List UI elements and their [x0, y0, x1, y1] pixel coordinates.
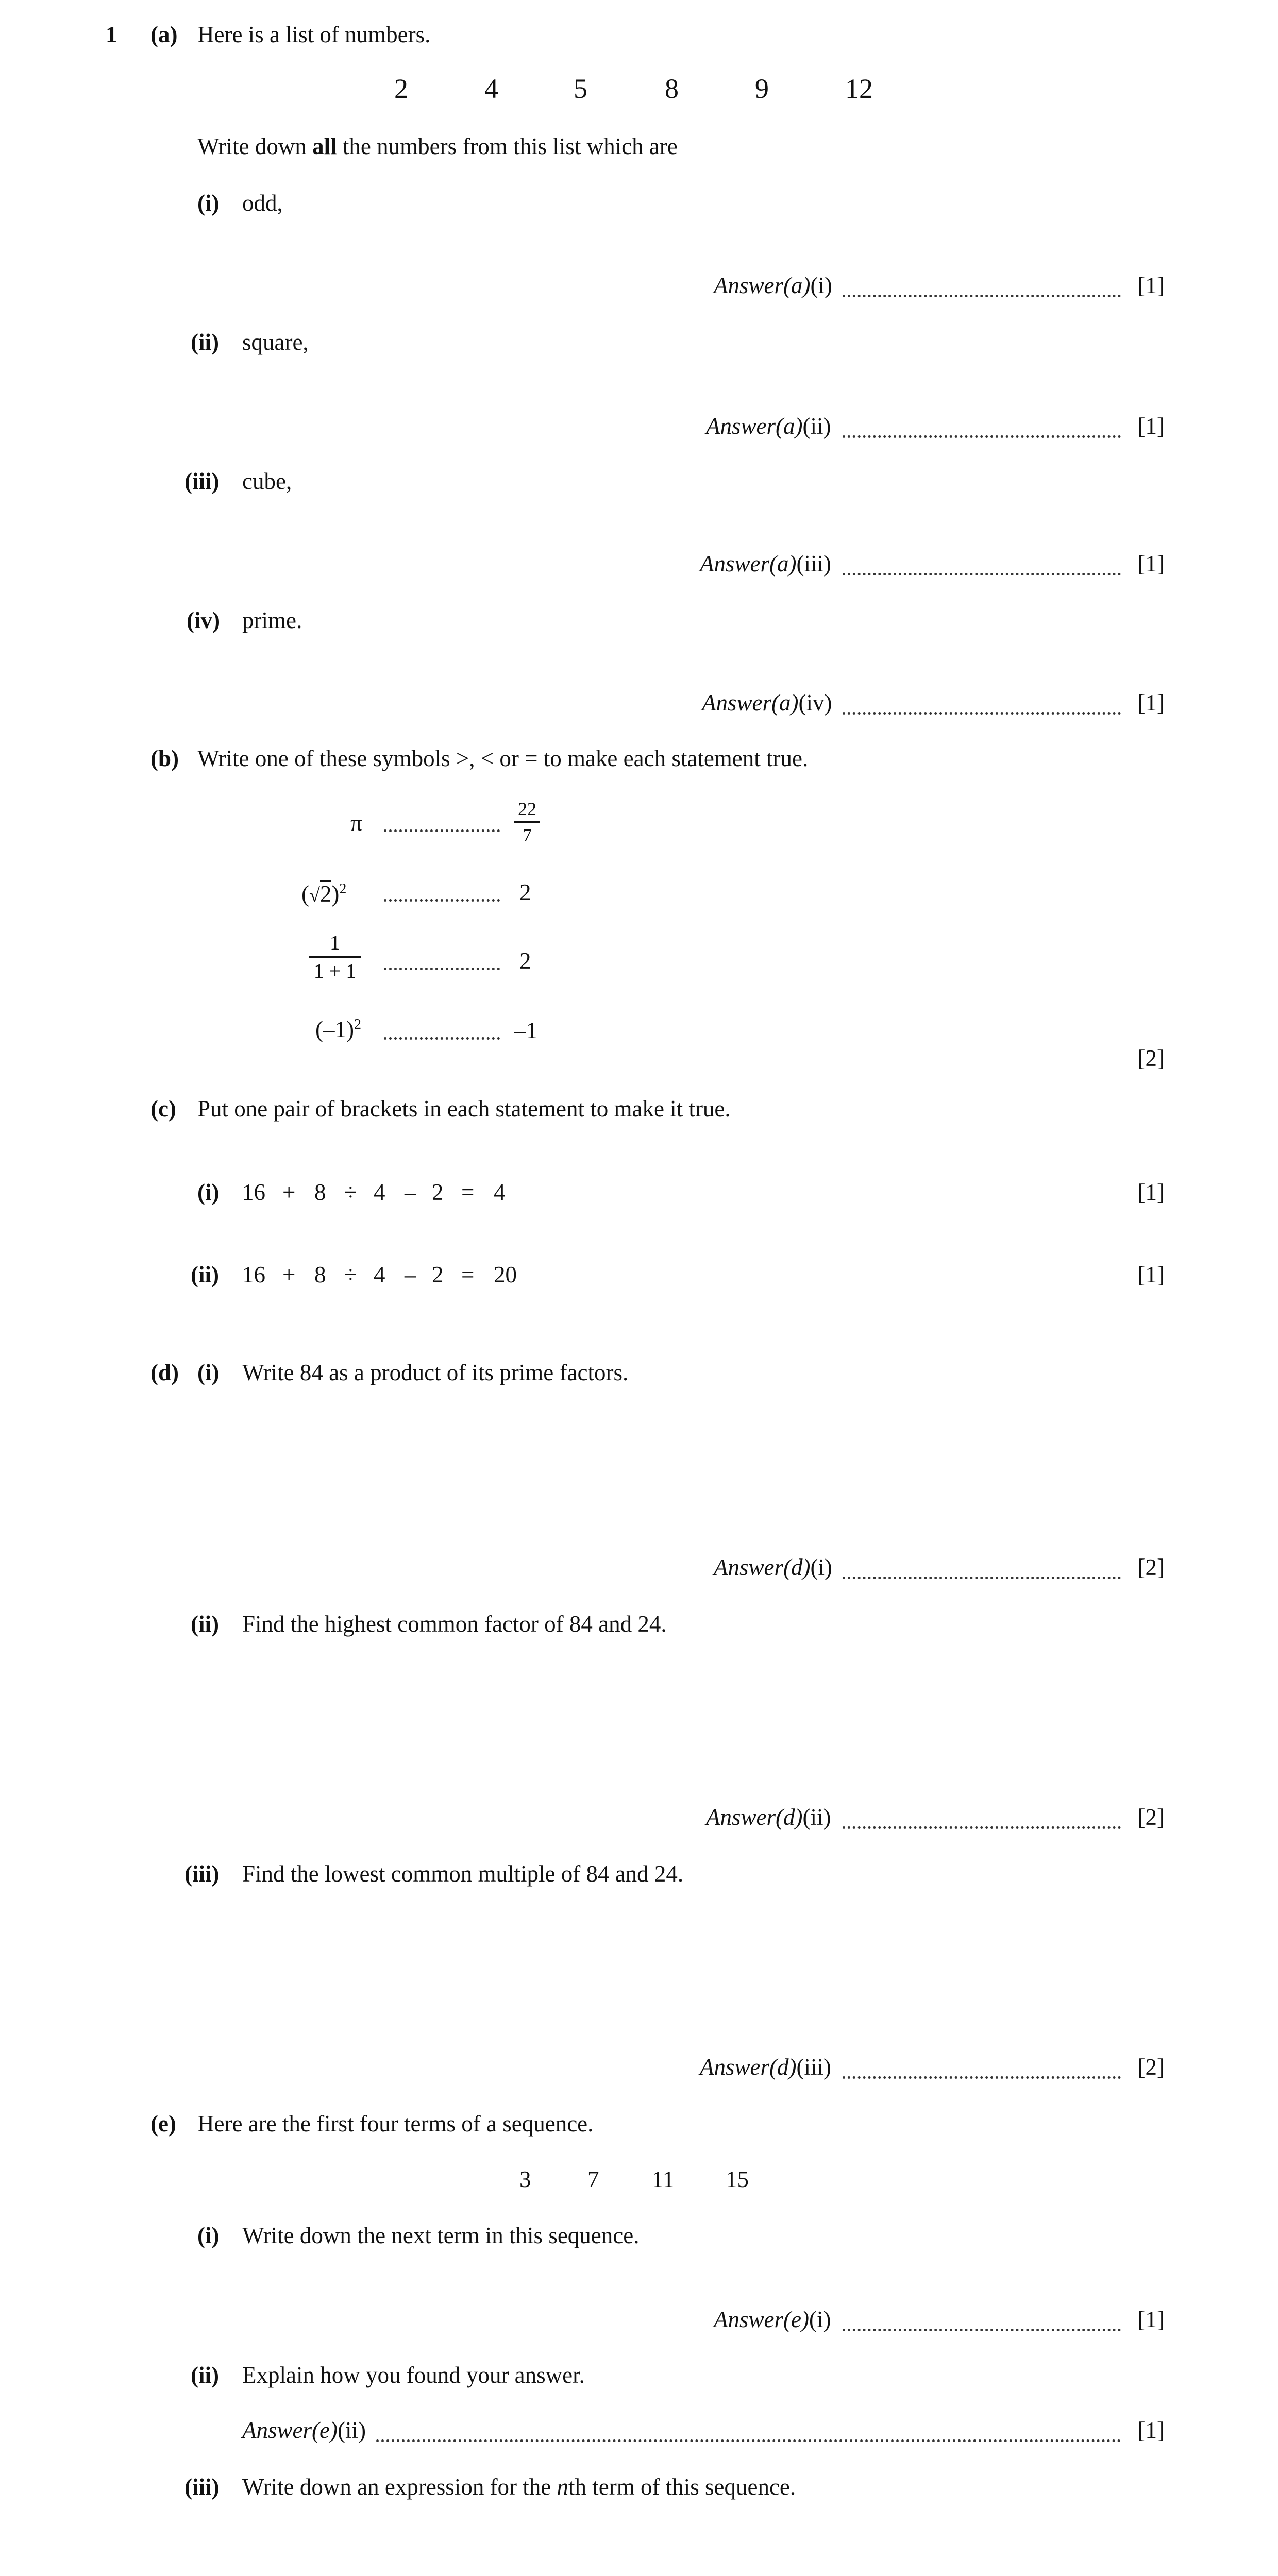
sub-text: Explain how you found your answer.: [242, 2362, 585, 2388]
answer-part: (iii): [796, 2054, 831, 2080]
answer-part: (iv): [798, 690, 832, 716]
answer-line[interactable]: [376, 2439, 1121, 2442]
mark-allocation: [1]: [1137, 690, 1165, 716]
answer-label: [706, 1806, 831, 1829]
answer-part: (i): [810, 273, 832, 298]
expr-token: 4: [494, 1179, 506, 1205]
answer-line[interactable]: [843, 712, 1121, 715]
exponent: 2: [339, 881, 347, 897]
answer-word: Answer(a): [702, 690, 799, 716]
mark-allocation: [1]: [1137, 273, 1165, 298]
sub-label: (iii): [184, 468, 220, 494]
expr-token: ÷: [344, 1179, 357, 1205]
part-b-instruction: Write one of these symbols >, < or = to make each statement true.: [197, 745, 809, 771]
expr-token: 20: [494, 1262, 517, 1287]
sub-label: (i): [197, 1179, 220, 1205]
question-number: 1: [106, 22, 117, 47]
symbol-blank[interactable]: [384, 899, 500, 902]
sub-label: (ii): [191, 1262, 219, 1287]
numerator: 22: [518, 799, 536, 819]
answer-label: [242, 2419, 366, 2442]
answer-word: Answer(d): [700, 2054, 797, 2080]
mark-allocation: [2]: [1137, 1804, 1165, 1830]
sub-text: prime.: [242, 607, 302, 633]
answer-label: [714, 274, 832, 297]
sub-text: cube,: [242, 468, 292, 494]
answer-label: [706, 415, 831, 438]
sub-label: (ii): [191, 1611, 219, 1637]
part-d-label: (d): [150, 1360, 179, 1385]
right-value: –1: [514, 1018, 537, 1043]
sub-label: (i): [197, 2223, 220, 2248]
instruction-text: Write down: [197, 133, 313, 159]
expr-token: 2: [432, 1179, 444, 1205]
expr-token: 16: [242, 1179, 265, 1205]
list-number: 5: [574, 73, 587, 104]
part-a-instruction: [197, 135, 678, 158]
expr-token: 8: [314, 1262, 326, 1287]
answer-word: Answer(e): [714, 2307, 809, 2332]
sub-text: Find the highest common factor of 84 and 24.: [242, 1611, 667, 1637]
answer-word: Answer(d): [706, 1804, 803, 1830]
list-number: 12: [845, 73, 873, 104]
mark-allocation: [2]: [1137, 2054, 1165, 2080]
instruction-text: the numbers from this list which are: [337, 133, 678, 159]
right-value: 2: [519, 948, 531, 974]
expr-token: +: [282, 1179, 296, 1205]
expr-token: 16: [242, 1262, 265, 1287]
mark-allocation: [2]: [1137, 1045, 1165, 1071]
exponent: 2: [354, 1016, 361, 1032]
answer-word: Answer(a): [714, 273, 811, 298]
expr-token: 2: [432, 1262, 444, 1287]
denominator: 1 + 1: [313, 959, 357, 982]
expr-token: 8: [314, 1179, 326, 1205]
part-e-intro: Here are the first four terms of a sequence.: [197, 2111, 594, 2137]
sub-text: Write down the next term in this sequence.: [242, 2223, 640, 2248]
radicand: 2: [320, 881, 332, 907]
sub-text: Write 84 as a product of its prime factors.: [242, 1360, 629, 1385]
sub-text: Find the lowest common multiple of 84 and 24.: [242, 1861, 684, 1887]
answer-word: Answer(a): [706, 413, 803, 439]
fraction-bar: [514, 821, 540, 823]
answer-line[interactable]: [843, 1826, 1121, 1829]
answer-part: (ii): [337, 2417, 366, 2443]
base: (–1): [315, 1016, 354, 1042]
numerator: 1: [330, 931, 340, 954]
minus-one-squared: [315, 1018, 361, 1041]
answer-word: Answer(d): [714, 1554, 811, 1580]
list-number: 4: [484, 73, 498, 104]
sub-text: [242, 2476, 796, 2499]
answer-label: [714, 1556, 832, 1579]
list-number: 9: [755, 73, 769, 104]
pi-symbol: π: [350, 810, 362, 836]
part-c-instruction: Put one pair of brackets in each statement to make it true.: [197, 1096, 731, 1122]
variable-n: n: [557, 2474, 569, 2500]
sequence-term: 7: [587, 2166, 599, 2192]
sub-text: odd,: [242, 190, 283, 216]
symbol-blank[interactable]: [384, 1037, 500, 1040]
mark-allocation: [1]: [1137, 1262, 1165, 1287]
expr-token: =: [461, 1262, 475, 1287]
fraction-bar: [309, 956, 361, 958]
sub-label: (ii): [191, 2362, 219, 2388]
answer-line[interactable]: [843, 435, 1121, 438]
sequence-term: 3: [519, 2166, 531, 2192]
expr-token: –: [405, 1262, 416, 1287]
part-a-intro: Here is a list of numbers.: [197, 22, 431, 47]
answer-part: (ii): [802, 1804, 831, 1830]
answer-line[interactable]: [843, 1577, 1121, 1579]
part-a-label: (a): [150, 22, 178, 47]
answer-part: (iii): [796, 551, 831, 577]
mark-allocation: [1]: [1137, 2417, 1165, 2443]
fraction-one-over-one-plus-one: [309, 933, 361, 981]
mark-allocation: [1]: [1137, 2307, 1165, 2332]
expr-token: 4: [374, 1179, 385, 1205]
answer-part: (i): [809, 2307, 831, 2332]
fraction-22-7: [514, 800, 540, 844]
mark-allocation: [1]: [1137, 413, 1165, 439]
symbol-blank[interactable]: [384, 829, 500, 832]
root-two-squared: $(√2)^2$: [301, 881, 347, 907]
right-value: 2: [519, 879, 531, 905]
expr-token: –: [405, 1179, 416, 1205]
sub-label: (iii): [184, 1861, 220, 1887]
answer-line[interactable]: [843, 2076, 1121, 2079]
mark-allocation: [1]: [1137, 1179, 1165, 1205]
answer-word: Answer(a): [700, 551, 797, 577]
sub-label: (i): [197, 1360, 220, 1385]
list-number: 2: [394, 73, 408, 104]
expr-token: ÷: [344, 1262, 357, 1287]
sub-label: (iv): [187, 607, 220, 633]
answer-label: [702, 691, 832, 715]
expr-token: =: [461, 1179, 475, 1205]
part-c-label: (c): [150, 1096, 176, 1122]
expr-token: +: [282, 1262, 296, 1287]
answer-label: [700, 552, 831, 575]
mark-allocation: [2]: [1137, 1554, 1165, 1580]
sub-label: (ii): [191, 329, 219, 355]
symbol-blank[interactable]: [384, 968, 500, 970]
sub-text: square,: [242, 329, 309, 355]
expr-token: 4: [374, 1262, 385, 1287]
sequence-term: 15: [726, 2166, 749, 2192]
sub-text-part: Write down an expression for the: [242, 2474, 557, 2500]
mark-allocation: [1]: [1137, 551, 1165, 577]
list-number: 8: [665, 73, 679, 104]
sub-label: (i): [197, 190, 220, 216]
instruction-emphasis: all: [312, 133, 337, 159]
denominator: 7: [523, 825, 532, 845]
sequence-term: 11: [652, 2166, 675, 2192]
answer-line[interactable]: [843, 2329, 1121, 2331]
answer-label: [714, 2308, 831, 2331]
part-e-label: (e): [150, 2111, 176, 2137]
answer-part: (i): [810, 1554, 832, 1580]
part-b-label: (b): [150, 745, 179, 771]
answer-line[interactable]: [843, 573, 1121, 575]
sub-text-part: th term of this sequence.: [568, 2474, 796, 2500]
sub-label: (iii): [184, 2474, 220, 2500]
answer-part: (ii): [802, 413, 831, 439]
answer-word: Answer(e): [242, 2417, 338, 2443]
answer-label: [700, 2056, 831, 2079]
answer-line[interactable]: [843, 295, 1121, 297]
